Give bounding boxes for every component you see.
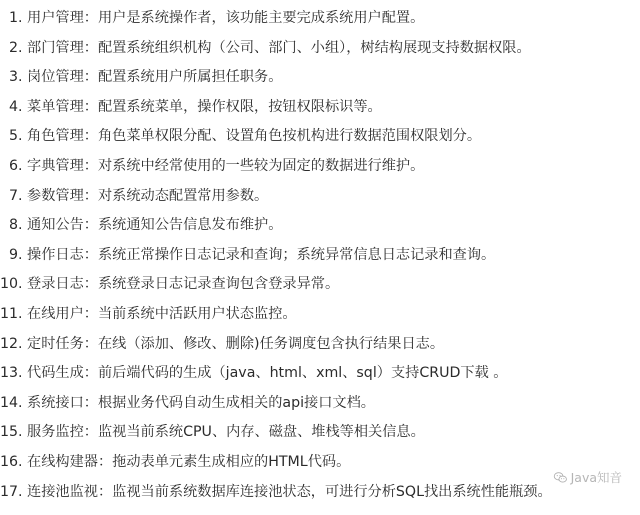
item-name: 服务监控 [27,424,84,441]
item-description: 监视当前系统CPU、内存、磁盘、堆栈等相关信息。 [97,424,425,441]
item-description: 当前系统中活跃用户状态监控。 [97,305,297,322]
list-item: 15. 服务监控：监视当前系统CPU、内存、磁盘、堆栈等相关信息。 [0,424,425,441]
item-description: 对系统中经常使用的一些较为固定的数据进行维护。 [97,157,425,174]
item-name: 操作日志 [27,246,84,263]
list-item: 14. 系统接口：根据业务代码自动生成相关的api接口文档。 [0,394,375,411]
item-description: 监视当前系统数据库连接池状态，可进行分析SQL找出系统性能瓶颈。 [112,483,552,500]
item-separator: ： [83,394,98,411]
list-item: 2. 部门管理：配置系统组织机构（公司、部门、小组），树结构展现支持数据权限。 [9,39,531,56]
item-name: 连接池监视 [27,483,98,500]
list-item: 12. 定时任务：在线（添加、修改、删除)任务调度包含执行结果日志。 [0,335,445,352]
list-item: 7. 参数管理：对系统动态配置常用参数。 [9,187,269,204]
list-item: 10. 登录日志：系统登录日志记录查询包含登录异常。 [0,276,340,293]
item-description: 配置系统用户所属担任职务。 [97,69,283,86]
list-item: 3. 岗位管理：配置系统用户所属担任职务。 [9,69,283,86]
item-description: 系统正常操作日志记录和查询；系统异常信息日志记录和查询。 [97,246,496,263]
item-name: 角色管理 [27,128,84,145]
item-separator: ： [83,39,98,56]
list-item: 5. 角色管理：角色菜单权限分配、设置角色按机构进行数据范围权限划分。 [9,128,482,145]
list-item: 8. 通知公告：系统通知公告信息发布维护。 [9,217,283,234]
item-name: 岗位管理 [27,69,84,86]
watermark-text: Java知音 [570,470,622,485]
item-description: 用户是系统操作者，该功能主要完成系统用户配置。 [97,10,425,26]
feature-list [0,4,640,507]
item-separator: ： [83,157,98,174]
list-item: 4. 菜单管理：配置系统菜单，操作权限，按钮权限标识等。 [9,98,382,115]
item-separator: ： [97,453,113,470]
item-name: 定时任务 [27,335,84,352]
item-separator: ： [83,335,98,352]
item-separator: ： [83,187,98,204]
item-name: 通知公告 [27,217,84,234]
item-separator: ： [83,276,98,293]
item-name: 菜单管理 [27,98,84,115]
list-item: 11. 在线用户：当前系统中活跃用户状态监控。 [0,305,297,322]
item-description: 根据业务代码自动生成相关的api接口文档。 [97,394,375,411]
item-name: 部门管理 [27,39,84,56]
list-item: 6. 字典管理：对系统中经常使用的一些较为固定的数据进行维护。 [9,157,425,174]
item-separator: ： [83,365,98,382]
item-separator: ： [97,483,113,500]
list-item: 9. 操作日志：系统正常操作日志记录和查询；系统异常信息日志记录和查询。 [9,246,496,263]
item-separator: ： [83,128,98,145]
item-description: 系统通知公告信息发布维护。 [97,217,283,234]
item-name: 字典管理 [27,157,84,174]
item-description: 系统登录日志记录查询包含登录异常。 [97,276,340,293]
item-name: 登录日志 [27,276,84,293]
item-name: 在线用户 [27,305,84,322]
item-description: 在线（添加、修改、删除)任务调度包含执行结果日志。 [97,335,445,352]
item-name: 系统接口 [27,394,84,411]
item-name: 代码生成 [27,365,84,382]
item-separator: ： [83,10,98,26]
item-separator: ： [83,217,98,234]
item-description: 配置系统组织机构（公司、部门、小组），树结构展现支持数据权限。 [97,39,531,56]
item-separator: ： [83,246,98,263]
item-name: 参数管理 [27,187,84,204]
item-name: 在线构建器 [27,453,98,470]
list-item: 17. 连接池监视：监视当前系统数据库连接池状态，可进行分析SQL找出系统性能瓶颈。 [0,483,552,500]
item-name: 用户管理 [27,10,84,26]
item-separator: ： [83,69,98,86]
item-description: 配置系统菜单，操作权限，按钮权限标识等。 [97,98,382,115]
item-description: 拖动表单元素生成相应的HTML代码。 [112,453,351,470]
list-item: 1. 用户管理：用户是系统操作者，该功能主要完成系统用户配置。 [9,10,425,26]
item-description: 对系统动态配置常用参数。 [97,187,269,204]
item-separator: ： [83,424,98,441]
list-item: 13. 代码生成：前后端代码的生成（java、html、xml、sql）支持CRUD下载 。 [0,365,508,382]
item-description: 角色菜单权限分配、设置角色按机构进行数据范围权限划分。 [97,128,482,145]
list-item: 16. 在线构建器：拖动表单元素生成相应的HTML代码。 [0,453,351,470]
item-description: 前后端代码的生成（java、html、xml、sql）支持CRUD下载 。 [97,365,508,382]
item-separator: ： [83,98,98,115]
item-separator: ： [83,305,98,322]
